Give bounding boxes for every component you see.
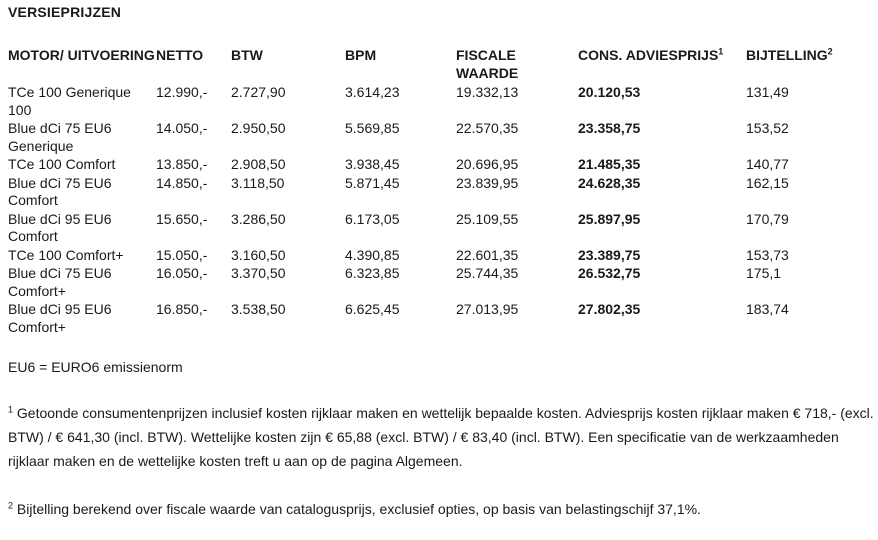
- cell-cons-adviesprijs: 26.532,75: [578, 265, 641, 281]
- cell-bijtelling: 170,79: [746, 210, 789, 227]
- footnote-ref-2: 2: [827, 46, 833, 57]
- table-row: [8, 301, 866, 337]
- header-fiscale-waarde: FISCALE WAARDE: [456, 47, 519, 81]
- cell-cons-adviesprijs: 23.358,75: [578, 120, 641, 136]
- table-row: [8, 211, 866, 247]
- header-cons-adviesprijs: [578, 46, 746, 84]
- cell-bijtelling: 140,77: [746, 156, 789, 172]
- table-header-row: [8, 46, 866, 84]
- cell-btw: 2.908,50: [231, 156, 286, 172]
- footnote-1-marker: 1: [8, 404, 14, 415]
- cell-cons-adviesprijs: 25.897,95: [578, 210, 641, 227]
- cell-fiscale-waarde: 27.013,95: [456, 301, 519, 317]
- cell-netto: 16.050,-: [156, 265, 208, 281]
- cell-fiscale-waarde: 22.570,35: [456, 120, 519, 136]
- cell-fiscale-waarde: 19.332,13: [456, 84, 519, 100]
- cell-netto: 14.850,-: [156, 174, 208, 191]
- cell-bpm: 5.871,45: [345, 174, 400, 191]
- cell-motor: Blue dCi 75 EU6 Comfort: [8, 174, 112, 208]
- cell-motor: Blue dCi 95 EU6 Comfort: [8, 210, 112, 244]
- header-cons-label: CONS. ADVIESPRIJS: [578, 47, 719, 63]
- footnote-2-text: Bijtelling berekend over fiscale waarde van catalogusprijs, exclusief opties, op basis van belastingschijf 37,1%.: [13, 501, 701, 517]
- header-btw: BTW: [231, 47, 263, 63]
- table-row: [8, 156, 866, 175]
- price-table: [8, 46, 866, 337]
- cell-bijtelling: 175,1: [746, 265, 782, 281]
- cell-bpm: 5.569,85: [345, 120, 400, 136]
- cell-motor: Blue dCi 75 EU6 Generique: [8, 120, 112, 154]
- header-bijtelling: [746, 46, 866, 84]
- cell-bijtelling: 153,52: [746, 120, 789, 136]
- cell-cons-adviesprijs: 23.389,75: [578, 246, 641, 263]
- cell-btw: 2.727,90: [231, 84, 286, 100]
- cell-fiscale-waarde: 25.744,35: [456, 265, 519, 281]
- cell-bpm: 6.625,45: [345, 301, 400, 317]
- table-row: [8, 120, 866, 156]
- table-row: [8, 247, 866, 266]
- cell-btw: 2.950,50: [231, 120, 286, 136]
- footnote-ref-1: 1: [718, 46, 724, 57]
- cell-netto: 12.990,-: [156, 84, 208, 100]
- footnote-1: [8, 401, 874, 473]
- cell-motor: TCe 100 Generique 100: [8, 84, 131, 118]
- cell-motor: TCe 100 Comfort+: [8, 246, 124, 263]
- cell-fiscale-waarde: 20.696,95: [456, 156, 519, 172]
- cell-btw: 3.118,50: [231, 174, 285, 191]
- cell-btw: 3.370,50: [231, 265, 286, 281]
- cell-bijtelling: 131,49: [746, 84, 789, 100]
- table-row: [8, 175, 866, 211]
- header-bijtelling-label: BIJTELLING: [746, 47, 828, 63]
- cell-bpm: 6.173,05: [345, 210, 400, 227]
- cell-bijtelling: 183,74: [746, 301, 789, 317]
- cell-motor: Blue dCi 75 EU6 Comfort+: [8, 265, 112, 299]
- cell-motor: TCe 100 Comfort: [8, 156, 116, 172]
- cell-btw: 3.538,50: [231, 301, 286, 317]
- cell-bijtelling: 153,73: [746, 246, 789, 263]
- table-row: [8, 265, 866, 301]
- cell-bpm: 3.938,45: [345, 156, 400, 172]
- table-row: [8, 84, 866, 120]
- footnote-2: [8, 497, 874, 521]
- emission-note: EU6 = EURO6 emissienorm: [8, 359, 183, 375]
- cell-cons-adviesprijs: 21.485,35: [578, 156, 641, 172]
- footnote-2-marker: 2: [8, 500, 14, 511]
- cell-netto: 15.650,-: [156, 210, 208, 227]
- cell-bpm: 4.390,85: [345, 246, 400, 263]
- cell-motor: Blue dCi 95 EU6 Comfort+: [8, 301, 112, 335]
- cell-netto: 13.850,-: [156, 156, 208, 172]
- cell-cons-adviesprijs: 20.120,53: [578, 84, 641, 100]
- cell-netto: 15.050,-: [156, 246, 208, 263]
- header-motor: MOTOR/ UITVOERING: [8, 47, 155, 63]
- header-bpm: BPM: [345, 47, 377, 63]
- header-netto: NETTO: [156, 47, 204, 63]
- cell-bpm: 3.614,23: [345, 84, 400, 100]
- cell-cons-adviesprijs: 27.802,35: [578, 301, 641, 317]
- cell-cons-adviesprijs: 24.628,35: [578, 174, 641, 191]
- page-title: VERSIEPRIJZEN: [8, 4, 122, 20]
- cell-netto: 16.850,-: [156, 301, 208, 317]
- cell-bijtelling: 162,15: [746, 174, 789, 191]
- cell-fiscale-waarde: 22.601,35: [456, 246, 519, 263]
- cell-fiscale-waarde: 23.839,95: [456, 174, 519, 191]
- footnote-1-text: Getoonde consumentenprijzen inclusief kosten rijklaar maken en wettelijk bepaalde kosten. Adviesprijs kosten rijklaar maken € 718,- (excl. BTW) / € 641,30 (incl. BTW). Wettelijke kosten zijn € 65,88 (excl. BTW) / € 83,40 (incl. BTW). Een specificatie van de werkzaamheden rijklaar maken en de wettelijke kosten treft u aan op de pagina Algemeen.: [8, 405, 874, 469]
- cell-fiscale-waarde: 25.109,55: [456, 210, 519, 227]
- cell-btw: 3.160,50: [231, 246, 286, 263]
- cell-bpm: 6.323,85: [345, 265, 400, 281]
- cell-btw: 3.286,50: [231, 210, 286, 227]
- cell-netto: 14.050,-: [156, 120, 208, 136]
